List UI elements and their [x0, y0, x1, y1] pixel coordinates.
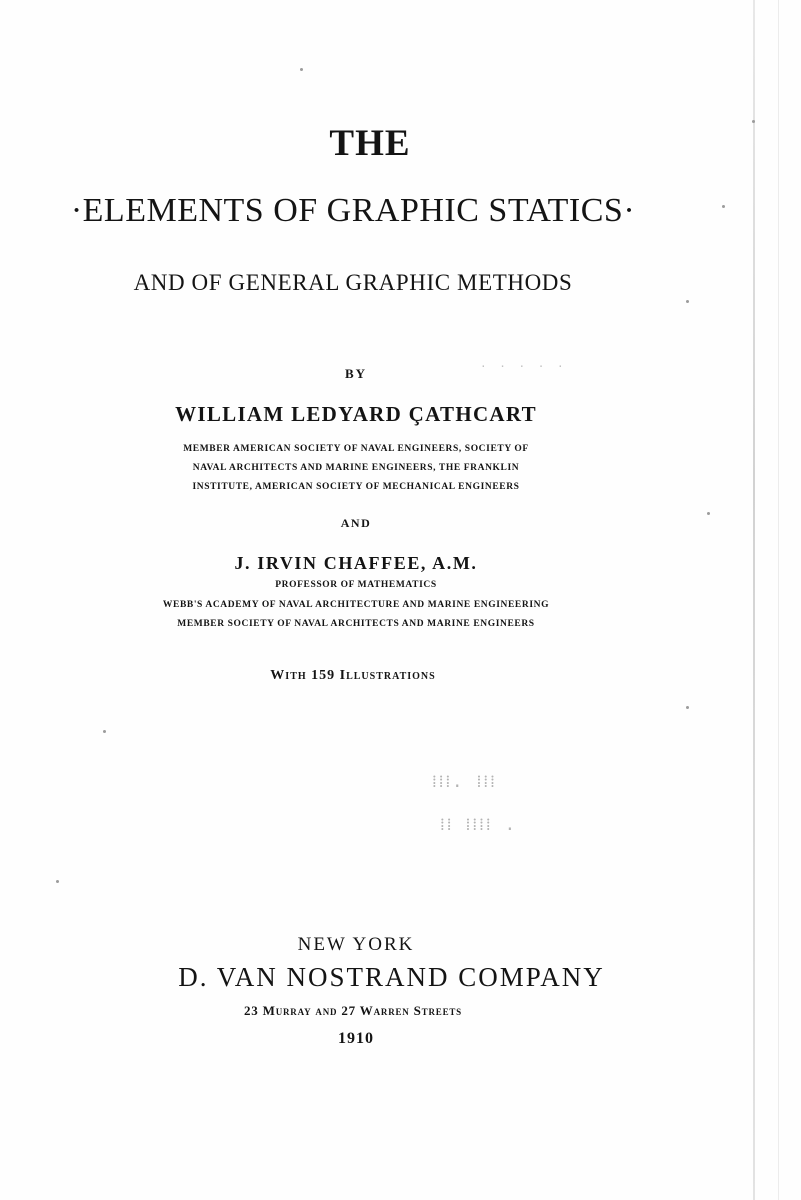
- author-name-2: J. IRVIN CHAFFEE, A.M.: [234, 553, 478, 573]
- paper-speck: [752, 120, 755, 123]
- page-edge-shadow: [753, 0, 755, 1200]
- library-stamp-mark: · · · · ·: [480, 360, 567, 373]
- book-title: ·ELEMENTS OF GRAPHIC STATICS·: [70, 192, 636, 229]
- paper-speck: [103, 730, 106, 733]
- paper-speck: [686, 300, 689, 303]
- author-1-affiliation-line: INSTITUTE, AMERICAN SOCIETY OF MECHANICAL ENGINEERS: [192, 482, 520, 492]
- and-label: AND: [340, 516, 372, 530]
- author-2-affiliation-line: PROFESSOR OF MATHEMATICS: [275, 580, 437, 590]
- library-stamp-mark: ⁞⁞⁞. ⁞⁞⁞: [432, 772, 497, 792]
- author-1-affiliation-line: NAVAL ARCHITECTS AND MARINE ENGINEERS, THE FRANKLIN: [192, 463, 520, 473]
- author-2-affiliation-line: MEMBER SOCIETY OF NAVAL ARCHITECTS AND MARINE ENGINEERS: [177, 619, 535, 629]
- imprint-city: NEW YORK: [297, 934, 415, 955]
- book-subtitle: AND OF GENERAL GRAPHIC METHODS: [133, 270, 573, 295]
- illustrations-note: With 159 Illustrations: [270, 668, 436, 683]
- library-stamp-mark: ⁞⁞ ⁞⁞⁞⁞ .: [440, 815, 518, 835]
- imprint-address: 23 Murray and 27 Warren Streets: [243, 1003, 462, 1018]
- paper-speck: [56, 880, 59, 883]
- imprint-publisher: D. VAN NOSTRAND COMPANY: [178, 962, 605, 992]
- paper-speck: [300, 68, 303, 71]
- author-2-affiliation-line: WEBB'S ACADEMY OF NAVAL ARCHITECTURE AND MARINE ENGINEERING: [162, 600, 550, 610]
- author-name-1: WILLIAM LEDYARD ÇATHCART: [175, 402, 537, 426]
- by-label: BY: [344, 366, 368, 381]
- title-the: THE: [329, 123, 411, 164]
- paper-speck: [722, 205, 725, 208]
- paper-speck: [707, 512, 710, 515]
- paper-speck: [686, 706, 689, 709]
- page-edge-shadow: [778, 0, 779, 1200]
- author-1-affiliation-line: MEMBER AMERICAN SOCIETY OF NAVAL ENGINEERS, SOCIETY OF: [183, 444, 529, 454]
- imprint-year: 1910: [338, 1030, 374, 1047]
